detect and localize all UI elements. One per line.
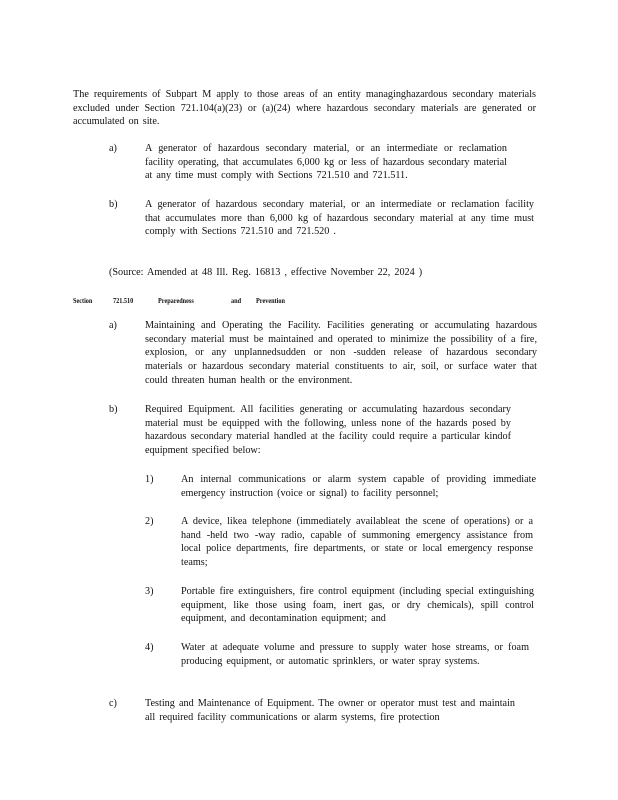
sublist-label: 1): [145, 474, 154, 485]
sublist-label: 4): [145, 642, 154, 653]
sublist-label: 3): [145, 586, 154, 597]
source-note: (Source: Amended at 48 Ill. Reg. 16813 , effective November 22, 2024 ): [109, 267, 423, 278]
section-number: 721.510: [113, 296, 134, 305]
list-item: Required Equipment. All facilities generating or accumulating hazardous secondary material must be equipped with the following, unless none of the hazards posed by hazardous secondary material handled at the facility could require a particular kindof equipment specified below:: [145, 404, 511, 457]
list-label: a): [109, 143, 117, 154]
section-title: Preparedness: [158, 296, 194, 305]
list-label: b): [109, 199, 118, 210]
sublist-item: Portable fire extinguishers, fire control equipment (including special extinguishing equipment, like those using foam, inert gas, or dry chemicals), spill control equipment, and decontamination equipment; and: [181, 586, 534, 625]
section-title: and: [231, 296, 242, 305]
list-item: Maintaining and Operating the Facility. Facilities generating or accumulating hazardous secondary material must be maintained and operated to minimize the possibility of a fire, explosion, or any unplannedsudden or non -sudden release of hazardous secondary materials or hazardous secondary material constituents to air, soil, or surface water that could threaten human health or the environment.: [145, 320, 537, 386]
list-label: c): [109, 698, 117, 709]
sublist-item: Water at adequate volume and pressure to supply water hose streams, or foam producing equipment, or automatic sprinklers, or water spray systems.: [181, 642, 529, 667]
sublist-item: An internal communications or alarm system capable of providing immediate emergency instruction (voice or signal) to facility personnel;: [181, 474, 536, 499]
list-label: b): [109, 404, 118, 415]
section-word: Section: [73, 296, 93, 305]
list-item: A generator of hazardous secondary material, or an intermediate or reclamation facility that accumulates more than 6,000 kg of hazardous secondary material at any time must comply with Sections 721.510 and 721.520 .: [145, 199, 534, 238]
list-label: a): [109, 320, 117, 331]
section-title: Prevention: [256, 296, 285, 305]
sublist-label: 2): [145, 516, 154, 527]
intro-paragraph: The requirements of Subpart M apply to those areas of an entity managinghazardous secondary materials excluded under Section 721.104(a)(23) or (a)(24) where hazardous secondary materials are generated or accumulated on site.: [73, 89, 536, 128]
sublist-item: A device, likea telephone (immediately availableat the scene of operations) or a hand -held two -way radio, capable of summoning emergency assistance from local police departments, fire departments, or state or local emergency response teams;: [181, 516, 533, 569]
list-item: A generator of hazardous secondary material, or an intermediate or reclamation facility operating, that accumulates 6,000 kg or less of hazardous secondary material at any time must comply with Sections 721.510 and 721.511.: [145, 143, 507, 182]
list-item: Testing and Maintenance of Equipment. The owner or operator must test and maintain all required facility communications or alarm systems, fire protection: [145, 698, 515, 723]
